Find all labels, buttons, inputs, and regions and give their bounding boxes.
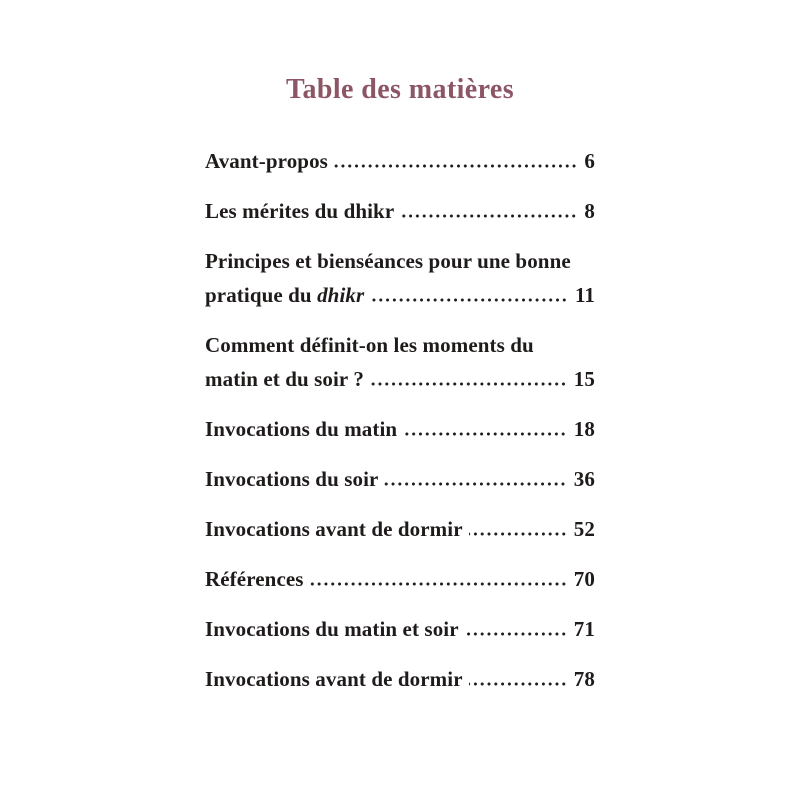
toc-entry-label: Invocations avant de dormir	[205, 517, 463, 541]
toc-entry-label-line1: Comment définit-on les moments du	[205, 333, 534, 357]
toc-entry-label: Avant-propos	[205, 149, 328, 173]
toc-entry-label: Références	[205, 567, 304, 591]
toc-entry-label-line2: matin et du soir ?	[205, 367, 364, 391]
toc-entry-page: 52	[573, 517, 595, 541]
toc-entry-page: 36	[573, 467, 595, 491]
toc-entry-page: 70	[573, 567, 595, 591]
toc-entry-label-line1: Principes et bienséances pour une bonne	[205, 249, 571, 273]
toc-entry-label: Invocations du matin	[205, 417, 398, 441]
toc-entry-label: Invocations du soir	[205, 467, 379, 491]
dot-leader	[370, 382, 567, 386]
page-title: Table des matières	[285, 74, 515, 105]
dot-leader	[403, 432, 567, 436]
toc-entry-label: Invocations avant de dormir	[205, 667, 463, 691]
dot-leader	[465, 632, 567, 636]
toc-entry-page: 18	[573, 417, 595, 441]
dot-leader	[334, 164, 577, 168]
dot-leader	[469, 682, 567, 686]
toc-entry	[205, 412, 595, 446]
toc-entry-label: Les mérites du dhikr	[205, 199, 395, 223]
toc-entry	[205, 244, 595, 312]
toc-entry-page: 8	[584, 199, 595, 223]
toc-entry-page: 6	[584, 149, 595, 173]
toc-entry	[205, 512, 595, 546]
italic-term: dhikr	[317, 283, 365, 307]
toc-entry	[205, 662, 595, 696]
toc-list	[205, 144, 595, 696]
dot-leader	[384, 482, 566, 486]
toc-entry	[205, 144, 595, 178]
toc-entry	[205, 562, 595, 596]
dot-leader	[469, 532, 567, 536]
dot-leader	[370, 298, 568, 302]
toc-entry-label: Invocations du matin et soir	[205, 617, 459, 641]
toc-entry	[205, 328, 595, 396]
toc-entry	[205, 612, 595, 646]
toc-entry-label	[205, 278, 364, 312]
toc-entry-page: 78	[573, 667, 595, 691]
toc-entry	[205, 462, 595, 496]
toc-entry-page: 15	[573, 367, 595, 391]
toc-entry-page: 71	[573, 617, 595, 641]
dot-leader	[310, 582, 567, 586]
toc-entry-page: 11	[574, 283, 595, 307]
toc-entry-label-line2: pratique du	[205, 283, 318, 307]
toc-entry	[205, 194, 595, 228]
dot-leader	[400, 214, 577, 218]
